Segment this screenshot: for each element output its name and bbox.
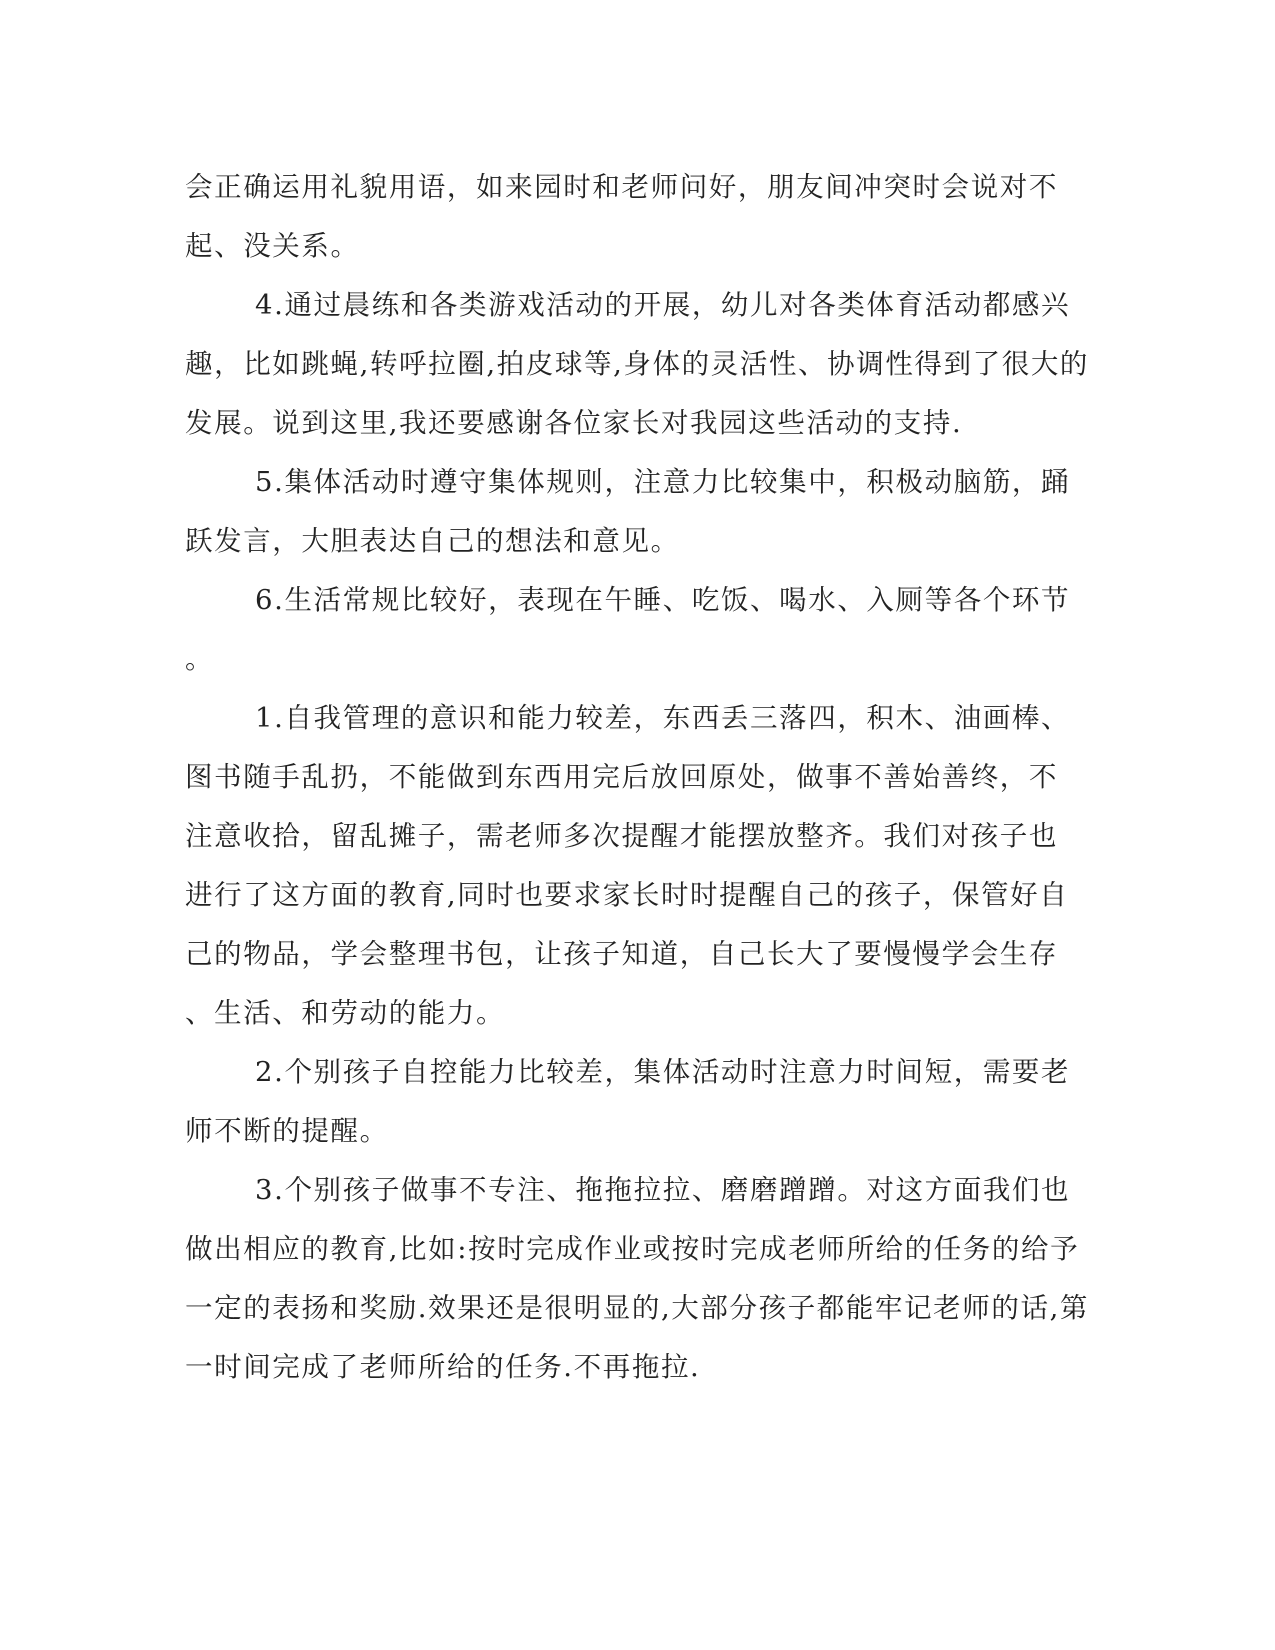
paragraph-start-line: 2.个别孩子自控能力比较差，集体活动时注意力时间短，需要老	[255, 1056, 1071, 1088]
paragraph-start-line: 1.自我管理的意识和能力较差，东西丢三落四，积木、油画棒、	[255, 702, 1071, 734]
text-line: 注意收拾，留乱摊子，需老师多次提醒才能摆放整齐。我们对孩子也	[185, 820, 1058, 852]
text-line: 师不断的提醒。	[185, 1115, 389, 1147]
text-line: 己的物品，学会整理书包，让孩子知道，自己长大了要慢慢学会生存	[185, 938, 1058, 970]
text-line: 一定的表扬和奖励.效果还是很明显的,大部分孩子都能牢记老师的话,第	[185, 1292, 1090, 1324]
text-line: 一时间完成了老师所给的任务.不再拖拉.	[185, 1351, 701, 1383]
text-line: 进行了这方面的教育,同时也要求家长时时提醒自己的孩子，保管好自	[185, 879, 1069, 911]
document-body	[185, 158, 1090, 1397]
paragraph-start-line: 4.通过晨练和各类游戏活动的开展，幼儿对各类体育活动都感兴	[255, 289, 1071, 321]
text-line: 做出相应的教育,比如:按时完成作业或按时完成老师所给的任务的给予	[185, 1233, 1080, 1265]
text-line: 。	[185, 643, 215, 675]
paragraph-start-line: 3.个别孩子做事不专注、拖拖拉拉、磨磨蹭蹭。对这方面我们也	[255, 1174, 1071, 1206]
paragraph-start-line: 6.生活常规比较好，表现在午睡、吃饭、喝水、入厕等各个环节	[255, 584, 1071, 616]
text-line: 起、没关系。	[185, 230, 360, 262]
text-line: 图书随手乱扔，不能做到东西用完后放回原处，做事不善始善终，不	[185, 761, 1058, 793]
text-line: 发展。说到这里,我还要感谢各位家长对我园这些活动的支持.	[185, 407, 963, 439]
text-line: 会正确运用礼貌用语，如来园时和老师问好，朋友间冲突时会说对不	[185, 171, 1058, 203]
text-line: 跃发言，大胆表达自己的想法和意见。	[185, 525, 680, 557]
text-line: 、生活、和劳动的能力。	[185, 997, 506, 1029]
paragraph-start-line: 5.集体活动时遵守集体规则，注意力比较集中，积极动脑筋，踊	[255, 466, 1071, 498]
text-line: 趣，比如跳蝇,转呼拉圈,拍皮球等,身体的灵活性、协调性得到了很大的	[185, 348, 1090, 380]
